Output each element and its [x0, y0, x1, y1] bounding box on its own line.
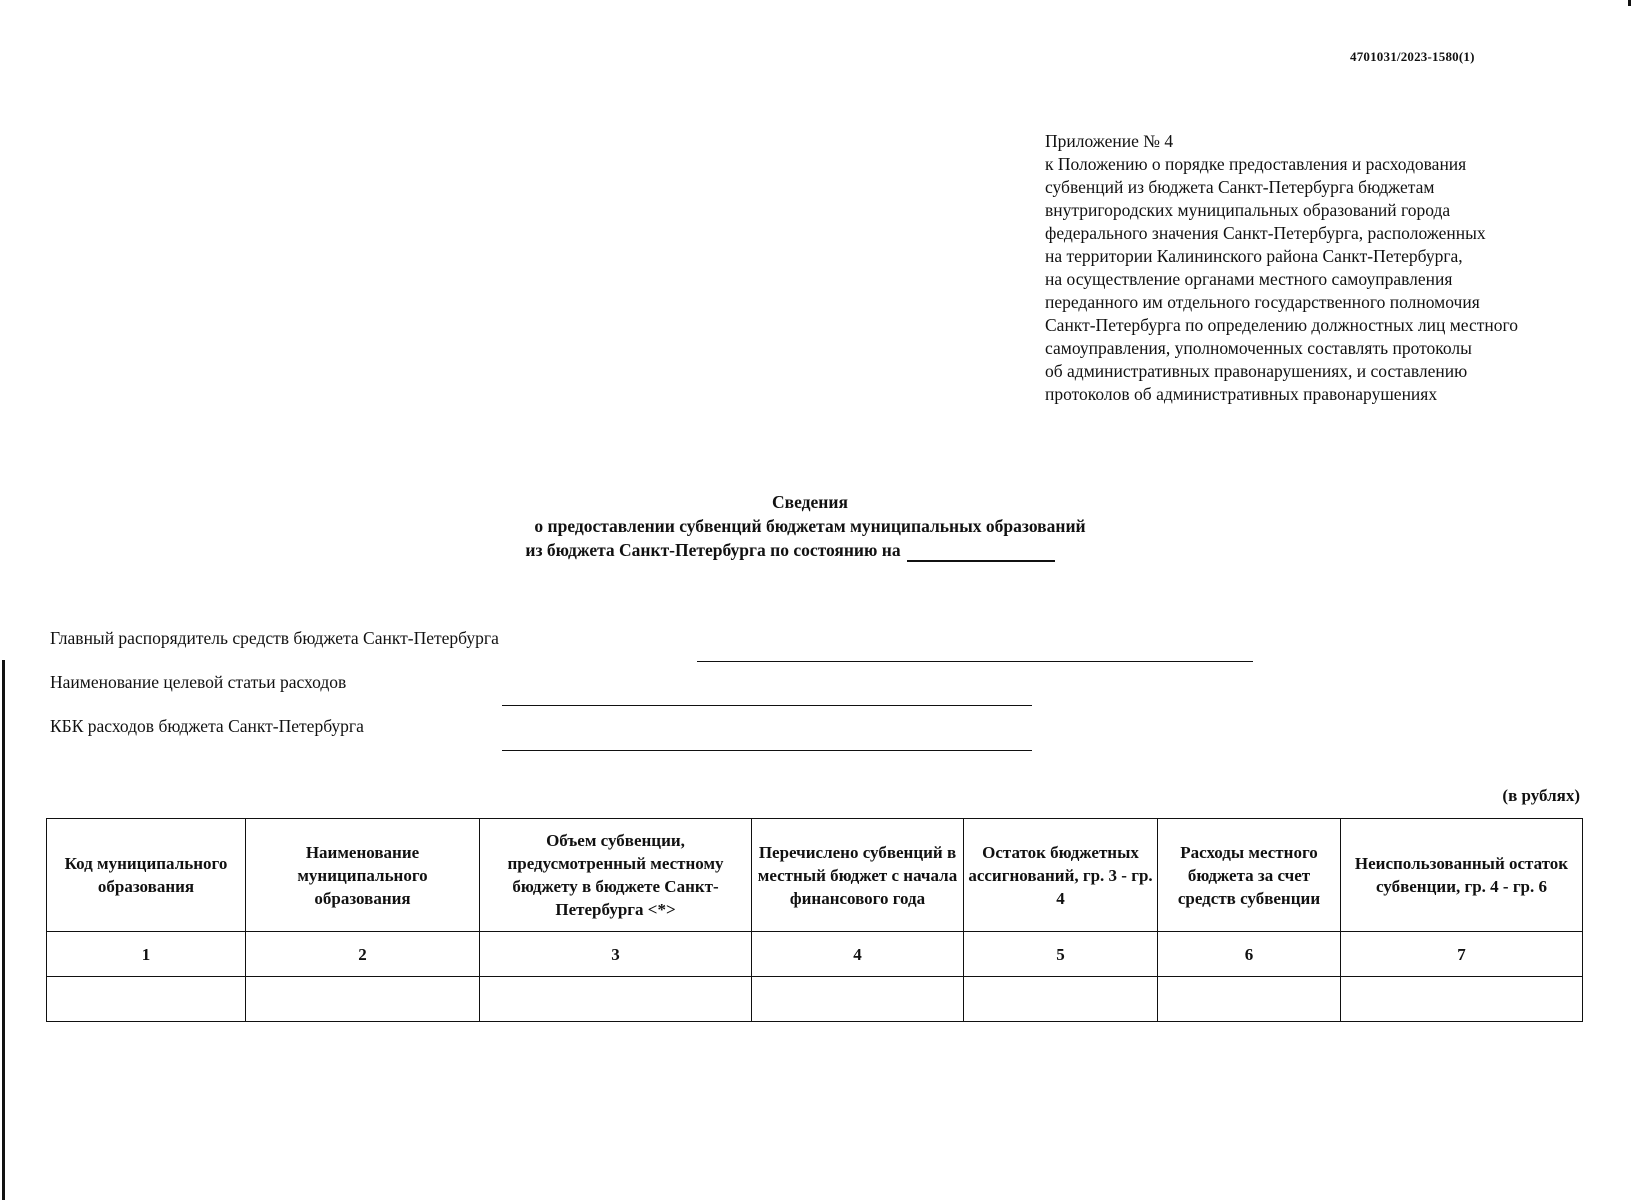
table-cell[interactable]: [246, 977, 480, 1022]
table-row: [47, 977, 1583, 1022]
table-cell[interactable]: [752, 977, 964, 1022]
scan-margin-bar: [2, 660, 5, 1200]
appendix-line: на территории Калининского района Санкт-Петербурга,: [1045, 246, 1463, 266]
appendix-line: Санкт-Петербурга по определению должностных лиц местного: [1045, 315, 1519, 335]
appendix-line: федерального значения Санкт-Петербурга, расположенных: [1045, 223, 1486, 243]
header-local-expenses: Расходы местного бюджета за счет средств субвенции: [1158, 819, 1341, 932]
column-number: 5: [964, 932, 1158, 977]
header-unused-balance: Неиспользованный остаток субвенции, гр. 4 - гр. 6: [1341, 819, 1583, 932]
title-date-line: [360, 538, 1220, 562]
appendix-line: внутригородских муниципальных образований города: [1045, 200, 1451, 220]
target-item-field[interactable]: [502, 705, 1032, 706]
header-transferred: Перечислено субвенций в местный бюджет с начала финансового года: [752, 819, 964, 932]
appendix-line: об административных правонарушениях, и составлению: [1045, 361, 1468, 381]
kbk-label: КБК расходов бюджета Санкт-Петербурга: [50, 716, 364, 736]
date-blank-field[interactable]: [907, 542, 1055, 562]
column-number: 6: [1158, 932, 1341, 977]
title-heading: Сведения: [772, 492, 848, 512]
column-number: 1: [47, 932, 246, 977]
chief-administrator-label: Главный распорядитель средств бюджета Санкт-Петербурга: [50, 628, 499, 648]
column-number: 7: [1341, 932, 1583, 977]
title-subheading: о предоставлении субвенций бюджетам муниципальных образований: [534, 516, 1086, 536]
table-cell[interactable]: [480, 977, 752, 1022]
appendix-line: протоколов об административных правонарушениях: [1045, 384, 1438, 404]
appendix-line: переданного им отдельного государственного полномочия: [1045, 292, 1480, 312]
appendix-line: самоуправления, уполномоченных составлять протоколы: [1045, 338, 1472, 358]
table-cell[interactable]: [47, 977, 246, 1022]
appendix-line: к Положению о порядке предоставления и расходования: [1045, 154, 1467, 174]
appendix-line: Приложение № 4: [1045, 131, 1174, 151]
appendix-line: субвенций из бюджета Санкт-Петербурга бюджетам: [1045, 177, 1435, 197]
table-cell[interactable]: [1341, 977, 1583, 1022]
document-number: 4701031/2023-1580(1): [1350, 49, 1475, 64]
header-municipality-name: Наименование муниципального образования: [246, 819, 480, 932]
report-title: [380, 490, 1240, 562]
subvention-table: [46, 818, 1583, 1022]
table-cell[interactable]: [1158, 977, 1341, 1022]
header-municipality-code: Код муниципального образования: [47, 819, 246, 932]
target-item-label: Наименование целевой статьи расходов: [50, 672, 347, 692]
appendix-line: на осуществление органами местного самоуправления: [1045, 269, 1453, 289]
kbk-field[interactable]: [502, 750, 1032, 751]
table-header-row: [47, 819, 1583, 932]
column-number: 4: [752, 932, 964, 977]
column-number-row: [47, 932, 1583, 977]
title-date-label: из бюджета Санкт-Петербурга по состоянию на: [525, 540, 901, 560]
unit-note: (в рублях): [1502, 786, 1580, 805]
column-number: 3: [480, 932, 752, 977]
column-number: 2: [246, 932, 480, 977]
chief-administrator-field[interactable]: [697, 661, 1253, 662]
table-cell[interactable]: [964, 977, 1158, 1022]
appendix-block: [1045, 130, 1605, 406]
header-remaining-allocations: Остаток бюджетных ассигнований, гр. 3 - гр. 4: [964, 819, 1158, 932]
header-subvention-volume: Объем субвенции, предусмотренный местному бюджету в бюджете Санкт-Петербурга <*>: [480, 819, 752, 932]
